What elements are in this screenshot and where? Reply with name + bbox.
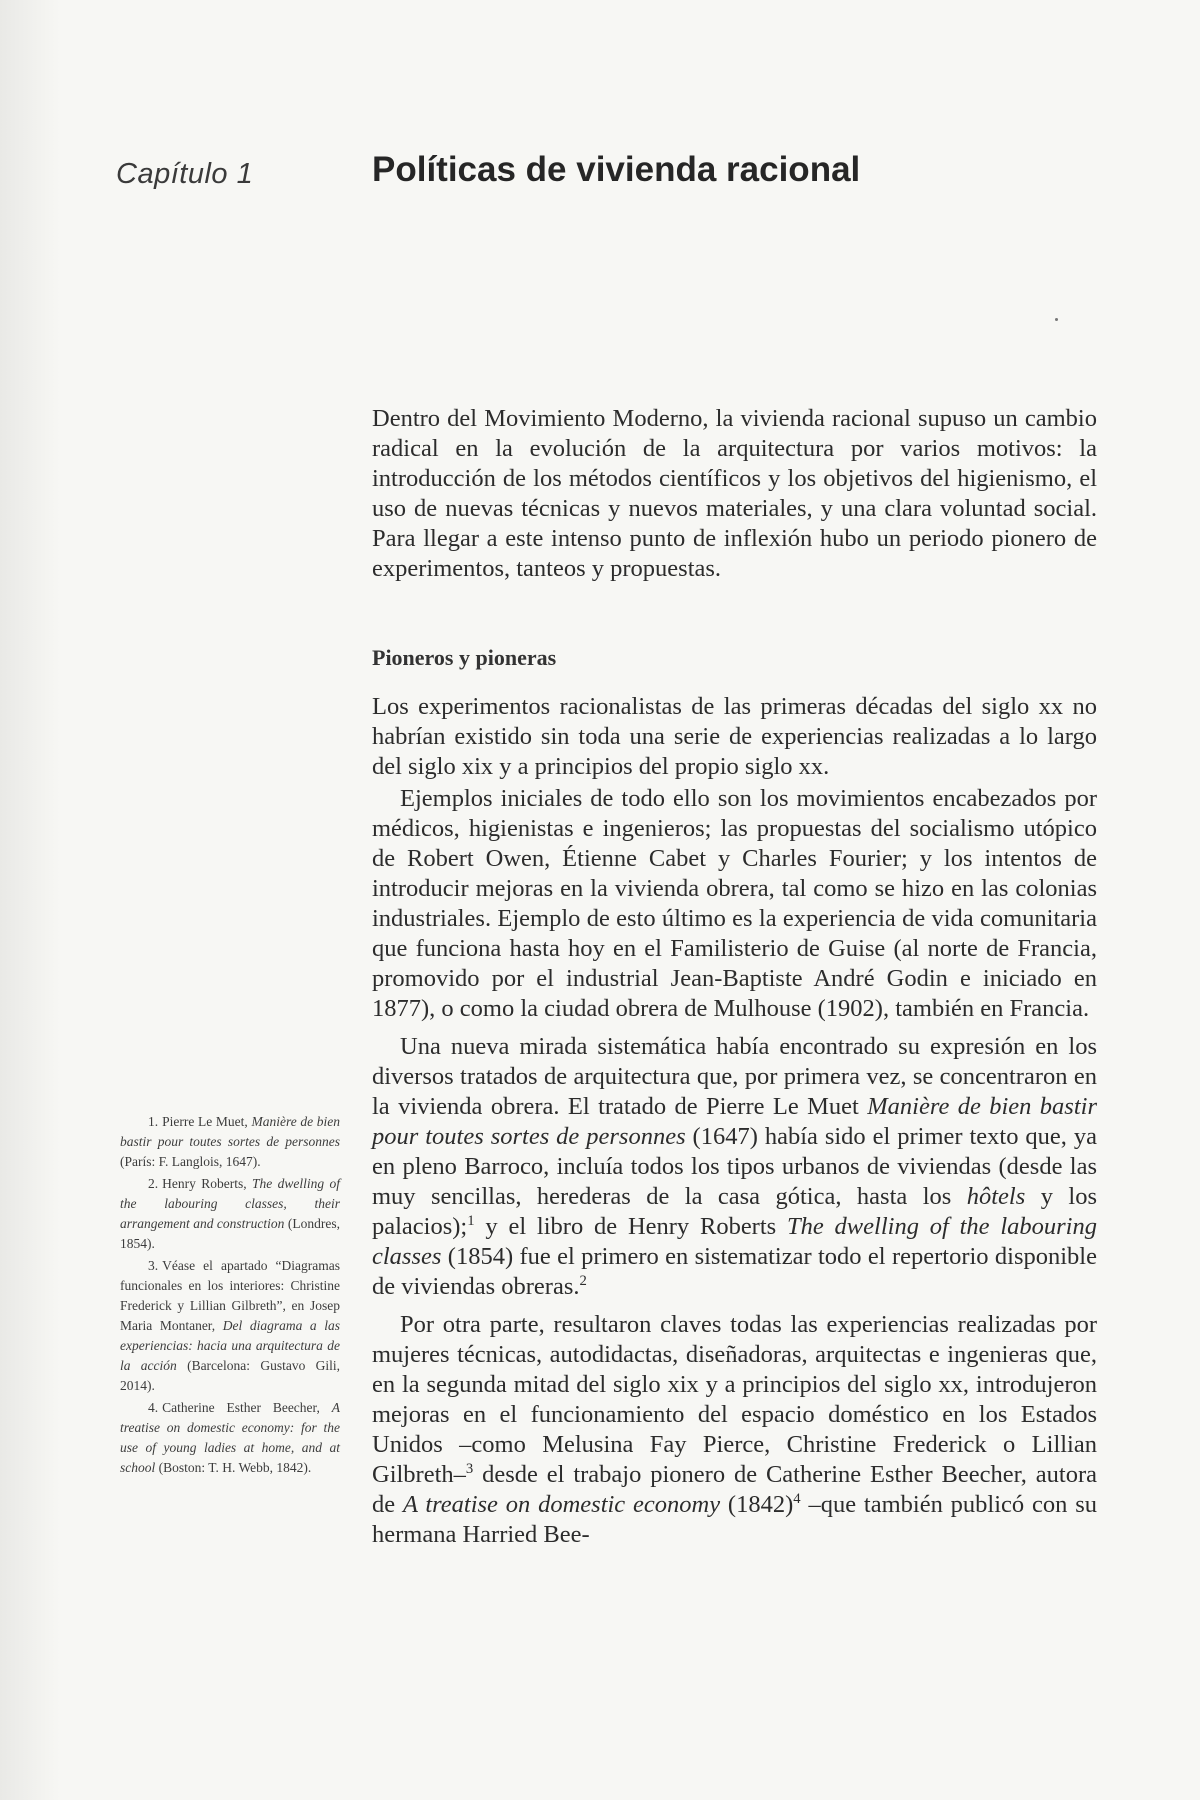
p3-book-title-le-muet: Manière de bien bastir pour toutes sortes de personnes xyxy=(372,1093,1097,1150)
note-title: The dwelling of the labouring classes, their arrangement and construction xyxy=(120,1176,341,1231)
paragraph-1: Los experimentos racionalistas de las primeras décadas del siglo xx no habrían existido sin toda una serie de experiencias realizadas a lo largo del siglo xix y a principios del propio siglo xx. xyxy=(372,693,1097,780)
note-title: Del diagrama a las experiencias: hacia una arquitectura de la acción xyxy=(120,1318,340,1373)
note-title: A treatise on domestic economy: for the use of young ladies at home, and at school xyxy=(120,1400,340,1475)
note-text: Catherine Esther Beecher, xyxy=(162,1400,332,1415)
p3-part-h: (1854) fue el primero en sistematizar todo el repertorio disponible de viviendas obreras. xyxy=(372,1243,1097,1300)
intro-text: Dentro del Movimiento Moderno, la vivienda racional supuso un cambio radical en la evolución de la arquitectura por varios motivos: la introducción de los métodos científicos y los objetivos del higienismo, el uso de nuevas técnicas y nuevos materiales, y una clara voluntad social. Para llegar a este intenso punto de inflexión hubo un periodo pionero de experimentos, tanteos y propuestas. xyxy=(372,405,1097,582)
note-text: (París: F. Langlois, 1647). xyxy=(120,1154,261,1169)
p4-part-d: (1842) xyxy=(720,1491,794,1518)
page-gutter-shadow xyxy=(0,0,60,1800)
note-text: Henry Roberts, xyxy=(162,1176,252,1191)
p3-hotels: hôtels xyxy=(966,1183,1026,1210)
section-heading: Pioneros y pioneras xyxy=(372,645,557,670)
p3-part-e: y los palacios); xyxy=(372,1183,1098,1240)
note-text: (Boston: T. H. Webb, 1842). xyxy=(155,1460,312,1475)
footnote-ref-3: 3 xyxy=(465,1460,474,1477)
intro-paragraph xyxy=(372,404,1097,584)
p4-book-title-beecher: A treatise on domestic economy xyxy=(402,1491,721,1518)
p3-part-f: y el libro de Henry Roberts xyxy=(474,1213,787,1240)
margin-note xyxy=(120,1112,340,1172)
note-text: Pierre Le Muet, xyxy=(162,1114,252,1129)
paragraph-2: Ejemplos iniciales de todo ello son los movimientos encabezados por médicos, higienistas e ingenieros; las propuestas del socialismo utópico de Robert Owen, Étienne Cabet y Charles Fourier; y los intentos de introducir mejoras en la vivienda obrera, tal como se hizo en las colonias industriales. Ejemplo de esto último es la experiencia de vida comunitaria que funciona hasta hoy en el Familisterio de Guise (al norte de Francia, promovido por el industrial Jean-Baptiste André Godin e iniciado en 1877), o como la ciudad obrera de Mulhouse (1902), también en Francia. xyxy=(372,785,1097,1022)
p4-part-b: desde el trabajo pionero de Catherine Esther Beecher, autora de xyxy=(372,1461,1097,1518)
note-text: (Barcelona: Gustavo Gili, 2014). xyxy=(120,1358,340,1393)
paragraph-4 xyxy=(372,1310,1097,1550)
margin-note xyxy=(120,1256,340,1396)
note-number: 1. xyxy=(148,1114,159,1129)
note-text: Véase el apartado “Diagramas funcionales en los interiores: Christine Frederick y Lillian Gilbreth”, en Josep Maria Montaner, xyxy=(120,1258,340,1333)
paragraph-3 xyxy=(372,1032,1097,1302)
note-number: 2. xyxy=(148,1176,159,1191)
margin-note xyxy=(120,1174,340,1254)
p3-part-c: (1647) había sido el primer texto que, ya en pleno Barroco, incluía todos los tipos urbanos de viviendas (desde las muy sencillas, herederas de la casa gótica, hasta los xyxy=(372,1123,1097,1210)
note-number: 4. xyxy=(148,1400,159,1415)
footnote-ref-4: 4 xyxy=(793,1490,801,1507)
body-text xyxy=(372,692,1097,1550)
margin-notes xyxy=(120,1112,340,1480)
p4-part-a: Por otra parte, resultaron claves todas las experiencias realizadas por mujeres técnicas, autodidactas, diseñadoras, arquitectas e ingenieras que, en la segunda mitad del siglo xix y a principios del siglo xx, introdujeron mejoras en el funcionamiento del espacio doméstico en los Estados Unidos –como Melusina Fay Pierce, Christine Frederick o Lillian Gilbreth– xyxy=(372,1311,1097,1488)
note-number: 3. xyxy=(148,1258,159,1273)
p3-book-title-roberts: The dwelling of the labouring classes xyxy=(372,1213,1097,1270)
p4-part-e: –que también publicó con su hermana Harried Bee- xyxy=(372,1491,1097,1548)
p3-part-a: Una nueva mirada sistemática había encontrado su expresión en los diversos tratados de arquitectura que, por primera vez, se concentraron en la vivienda obrera. El tratado de Pierre Le Muet xyxy=(372,1033,1097,1120)
print-speck xyxy=(1055,318,1058,321)
chapter-label: Capítulo 1 xyxy=(116,158,254,190)
footnote-ref-2: 2 xyxy=(579,1272,587,1289)
margin-note xyxy=(120,1398,340,1478)
note-text: (Londres, 1854). xyxy=(120,1216,340,1251)
footnote-ref-1: 1 xyxy=(467,1212,475,1229)
note-title: Manière de bien bastir pour toutes sortes de personnes xyxy=(120,1114,341,1149)
chapter-title: Políticas de vivienda racional xyxy=(372,150,861,189)
